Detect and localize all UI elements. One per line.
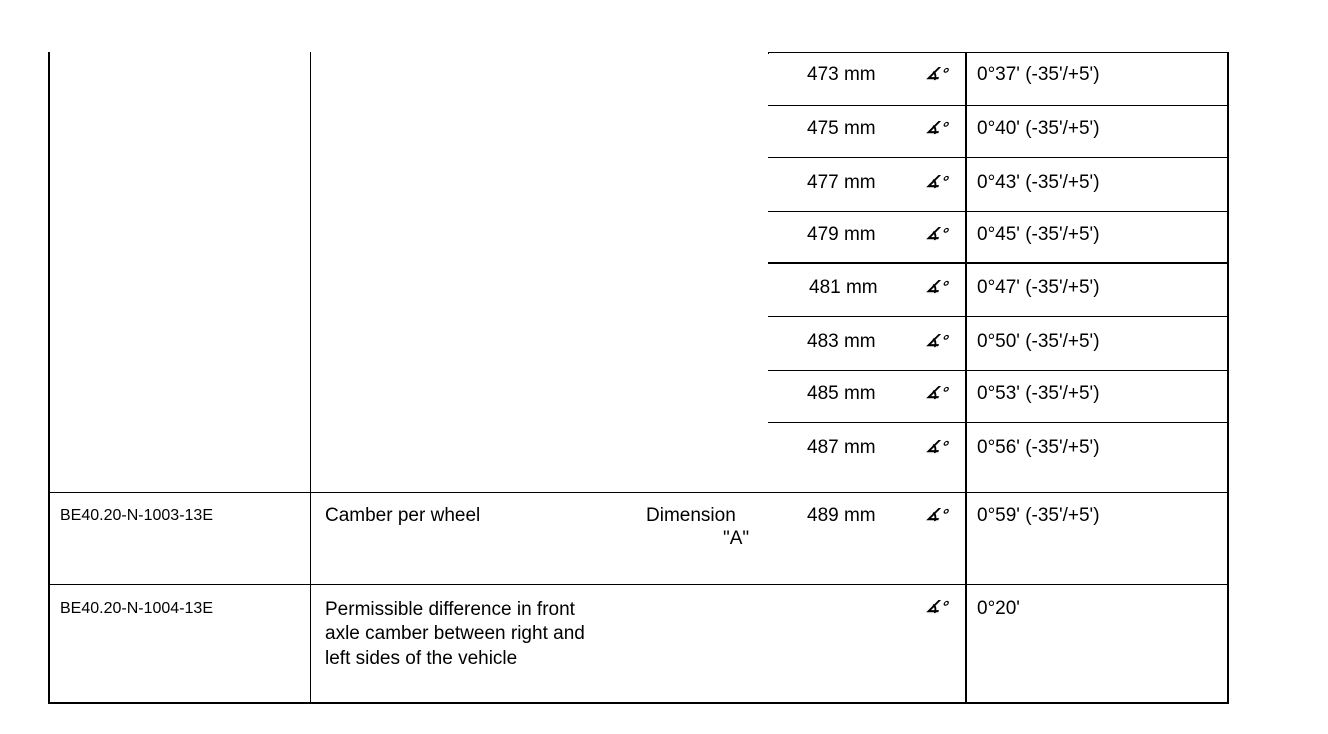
camber-difference-value: 0°20': [977, 598, 1020, 619]
dimension-cell: 481 mm: [809, 277, 878, 298]
row-separator: [768, 422, 1229, 423]
angle-icon: ∡°: [924, 66, 952, 83]
camber-value-cell: 0°50' (-35'/+5'): [977, 331, 1100, 352]
row-separator: [768, 316, 1229, 317]
table-border-right: [1227, 52, 1229, 703]
angle-icon: ∡°: [924, 333, 952, 350]
angle-icon: ∡°: [924, 279, 952, 296]
dimension-cell: 479 mm: [807, 224, 876, 245]
dimension-label: Dimension: [646, 505, 736, 526]
spec-description-line: axle camber between right and: [325, 623, 585, 644]
camber-value-cell: 0°45' (-35'/+5'): [977, 224, 1100, 245]
row-separator: [768, 262, 1229, 264]
camber-value-cell: 0°37' (-35'/+5'): [977, 64, 1100, 85]
row-separator: [768, 105, 1229, 106]
angle-icon: ∡°: [924, 174, 952, 191]
table-border-bottom: [48, 702, 1229, 704]
row-separator: [48, 492, 1229, 493]
row-separator: [768, 157, 1229, 158]
dimension-cell: 489 mm: [807, 505, 876, 526]
angle-icon: ∡°: [924, 385, 952, 402]
dimension-letter: "A": [723, 528, 750, 549]
camber-value-cell: 0°53' (-35'/+5'): [977, 383, 1100, 404]
spec-description: Camber per wheel: [325, 505, 481, 526]
dimension-cell: 483 mm: [807, 331, 876, 352]
angle-icon: ∡°: [924, 507, 952, 524]
angle-icon: ∡°: [924, 599, 952, 616]
angle-icon: ∡°: [924, 120, 952, 137]
camber-value-cell: 0°47' (-35'/+5'): [977, 277, 1100, 298]
table-column-divider: [965, 52, 967, 703]
camber-value-cell: 0°56' (-35'/+5'): [977, 437, 1100, 458]
row-separator: [768, 211, 1229, 212]
dimension-cell: 477 mm: [807, 172, 876, 193]
camber-value-cell: 0°59' (-35'/+5'): [977, 505, 1100, 526]
angle-icon: ∡°: [924, 439, 952, 456]
camber-value-cell: 0°40' (-35'/+5'): [977, 118, 1100, 139]
spec-description-line: Permissible difference in front: [325, 599, 575, 620]
dimension-cell: 485 mm: [807, 383, 876, 404]
table-border-left: [48, 52, 50, 703]
camber-value-cell: 0°43' (-35'/+5'): [977, 172, 1100, 193]
dimension-cell: 473 mm: [807, 64, 876, 85]
row-separator: [768, 370, 1229, 371]
spec-description-line: left sides of the vehicle: [325, 648, 518, 669]
row-separator: [48, 584, 1229, 585]
row-separator: [768, 52, 1229, 53]
dimension-cell: 487 mm: [807, 437, 876, 458]
dimension-cell: 475 mm: [807, 118, 876, 139]
spec-code: BE40.20-N-1004-13E: [60, 600, 213, 617]
table-column-divider: [310, 52, 311, 703]
angle-icon: ∡°: [924, 226, 952, 243]
spec-code: BE40.20-N-1003-13E: [60, 507, 213, 524]
